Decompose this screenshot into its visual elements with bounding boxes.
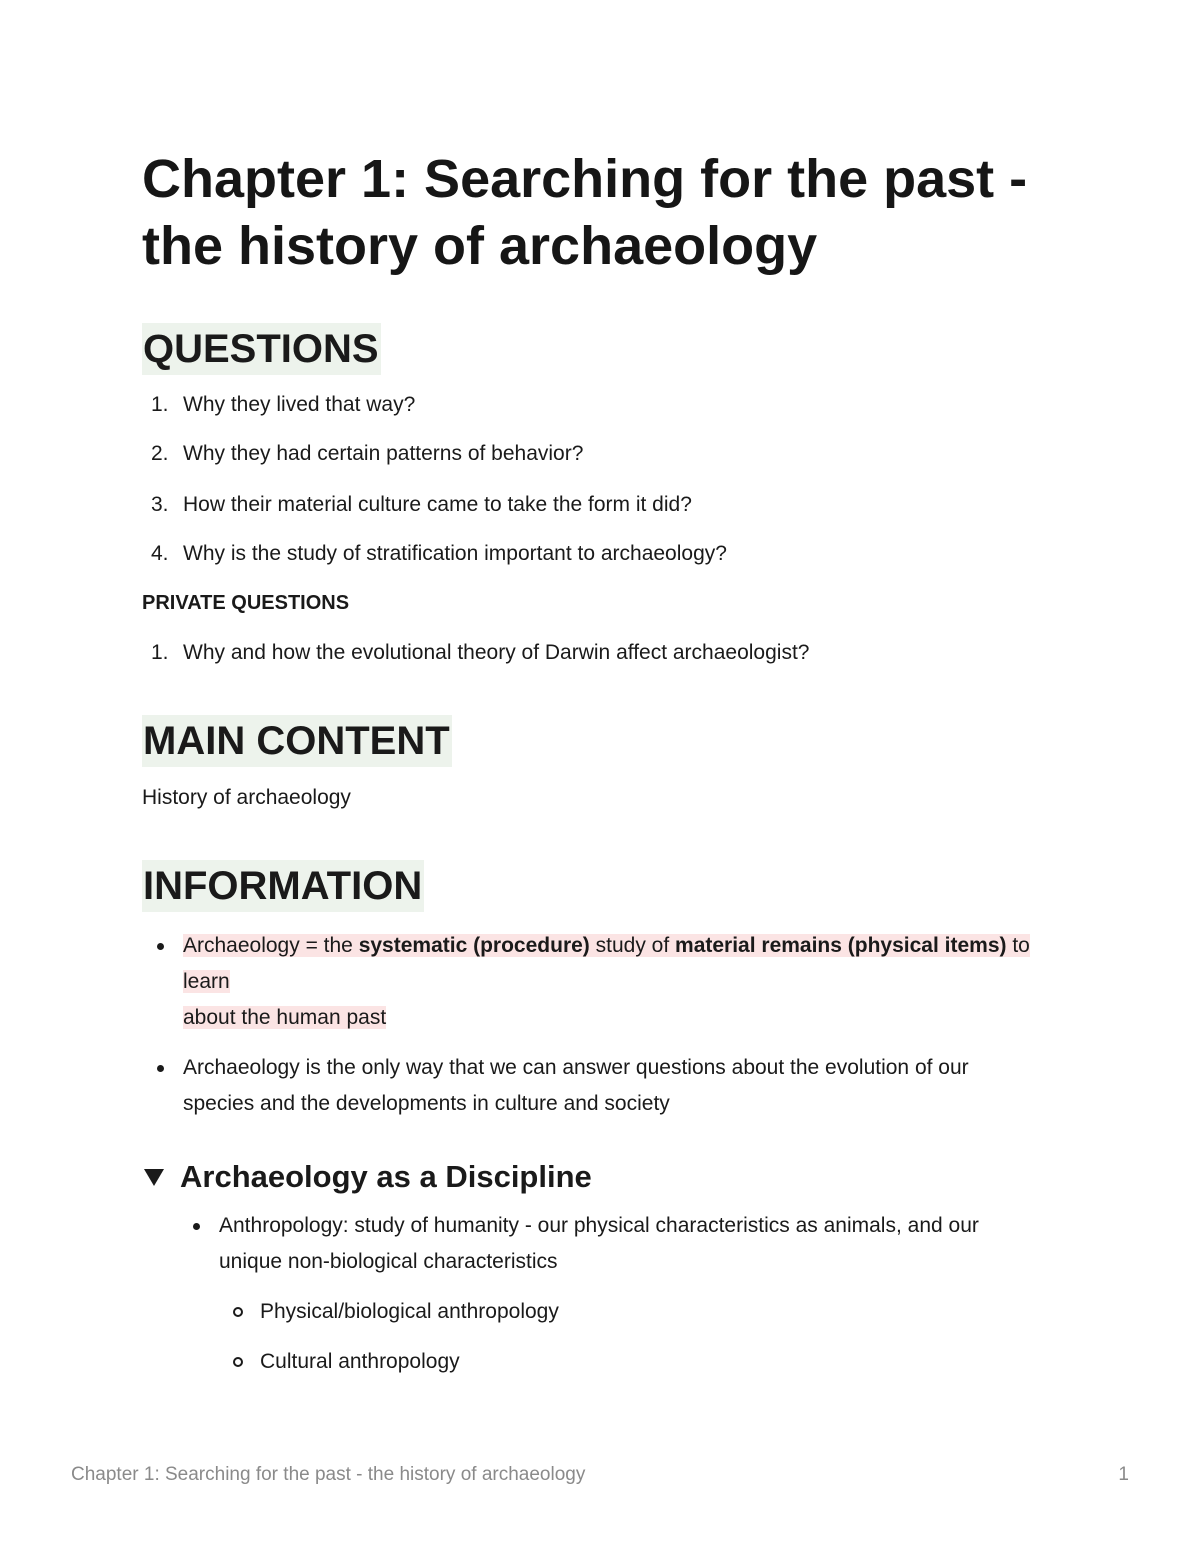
- bold-text: systematic (procedure): [358, 934, 590, 957]
- highlighted-definition: [183, 934, 1030, 993]
- item-text: Why they had certain patterns of behavior?: [183, 442, 584, 465]
- list-item: [142, 639, 1042, 667]
- item-text: Anthropology: study of humanity - our physical characteristics as animals, and our unique non-biological characteristics: [219, 1214, 979, 1273]
- item-text: Cultural anthropology: [260, 1350, 460, 1373]
- page-number: 1: [1118, 1464, 1129, 1485]
- hollow-bullet-icon: [233, 1307, 243, 1317]
- item-text: Archaeology is the only way that we can answer questions about the evolution of our species and the developments in culture and society: [183, 1056, 969, 1115]
- discipline-list: [178, 1208, 1042, 1380]
- discipline-toggle-body: [142, 1208, 1042, 1380]
- questions-list: [142, 391, 1042, 568]
- page-title: Chapter 1: Searching for the past - the history of archaeology: [142, 149, 1028, 276]
- discipline-heading: Archaeology as a Discipline: [180, 1159, 592, 1194]
- list-item: [142, 928, 1042, 1036]
- questions-section: [142, 323, 1042, 375]
- item-text: Why they lived that way?: [183, 393, 416, 416]
- item-number: 1.: [151, 393, 169, 416]
- private-questions-label: PRIVATE QUESTIONS: [142, 592, 350, 614]
- private-questions-list: [142, 639, 1042, 667]
- toggle-triangle-icon[interactable]: [144, 1169, 164, 1186]
- sub-list-item: [219, 1294, 1042, 1330]
- page-content: [142, 146, 1042, 1380]
- item-text: Physical/biological anthropology: [260, 1300, 559, 1323]
- page-footer: [71, 1464, 1129, 1486]
- list-item: [142, 540, 1042, 568]
- item-number: 1.: [151, 641, 169, 664]
- information-heading: INFORMATION: [142, 860, 424, 912]
- main-content-section: [142, 715, 1042, 767]
- text-segment: to learn: [183, 934, 1030, 993]
- list-item: [142, 391, 1042, 419]
- item-text: Why and how the evolutional theory of Darwin affect archaeologist?: [183, 641, 810, 664]
- information-section: [142, 860, 1042, 912]
- list-item: [142, 1050, 1042, 1122]
- item-number: 3.: [151, 493, 169, 516]
- item-text: Why is the study of stratification important to archaeology?: [183, 542, 727, 565]
- list-item: [142, 491, 1042, 519]
- footer-title: Chapter 1: Searching for the past - the history of archaeology: [71, 1464, 586, 1485]
- main-content-heading: MAIN CONTENT: [142, 715, 452, 767]
- item-text: How their material culture came to take the form it did?: [183, 493, 692, 516]
- text-segment: Archaeology = the: [183, 934, 359, 957]
- bullet-icon: [157, 943, 164, 950]
- text-segment: study of: [589, 934, 676, 957]
- anthropology-sub-list: [219, 1294, 1042, 1380]
- list-item: [142, 440, 1042, 468]
- item-number: 2.: [151, 442, 169, 465]
- sub-list-item: [219, 1344, 1042, 1380]
- bullet-icon: [193, 1223, 200, 1230]
- discipline-toggle[interactable]: [142, 1157, 1042, 1197]
- highlighted-continuation: about the human past: [183, 1006, 387, 1029]
- main-content-text: History of archaeology: [142, 786, 351, 809]
- bullet-icon: [157, 1065, 164, 1072]
- list-item: [178, 1208, 1042, 1380]
- information-list: [142, 928, 1042, 1122]
- questions-heading: QUESTIONS: [142, 323, 381, 375]
- bold-text: material remains (physical items): [675, 934, 1007, 957]
- item-number: 4.: [151, 542, 169, 565]
- hollow-bullet-icon: [233, 1357, 243, 1367]
